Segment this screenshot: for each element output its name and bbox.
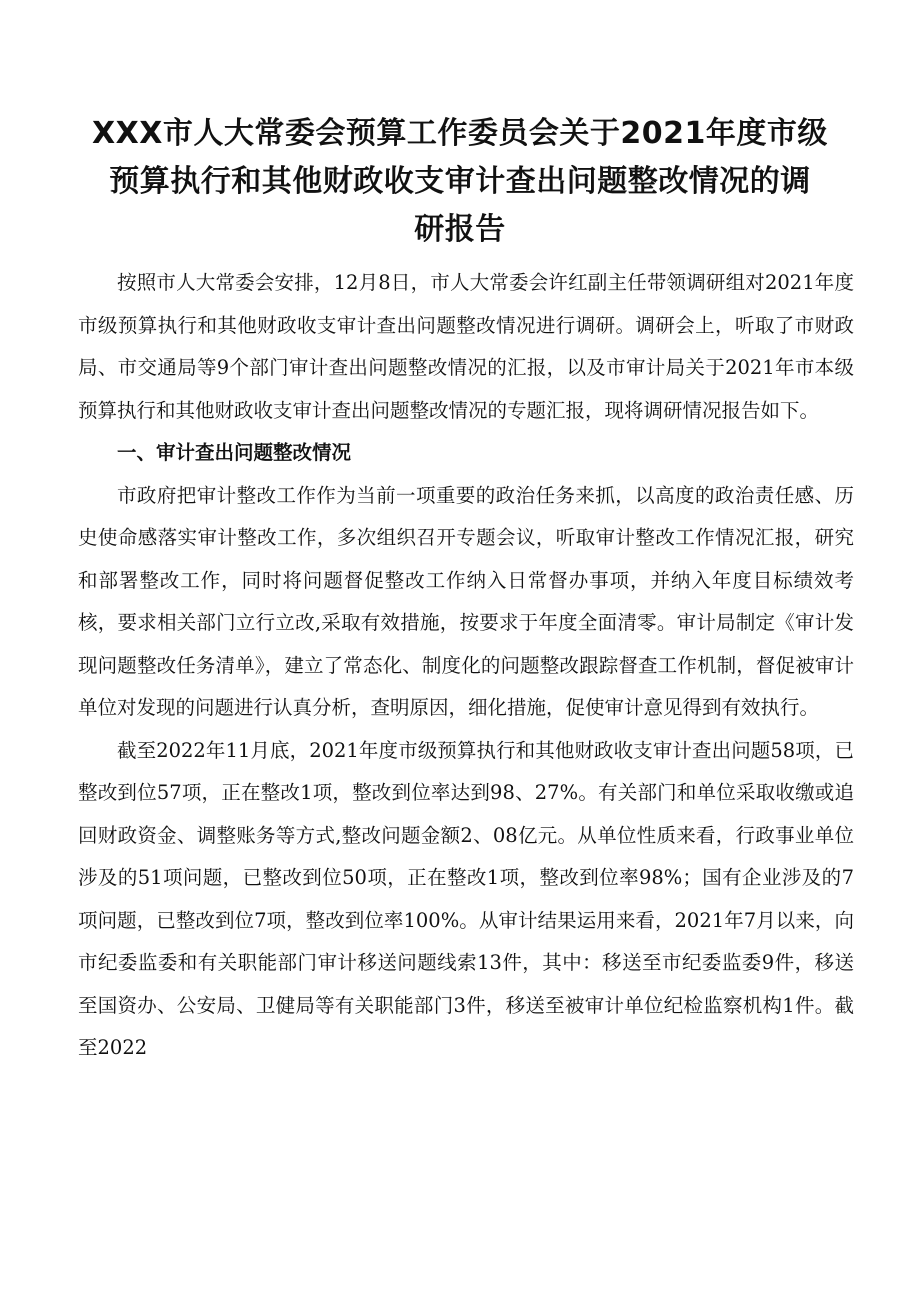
body-paragraph-2: 市政府把审计整改工作作为当前一项重要的政治任务来抓，以高度的政治责任感、历史使命感落实审计整改工作，多次组织召开专题会议，听取审计整改工作情况汇报，研究和部署整改工作，同时将问题督促整改工作纳入日常督办事项，并纳入年度目标绩效考核，要求相关部门立行立改,采取有效措施，按要求于年度全面清零。审计局制定《审计发现问题整改任务清单》，建立了常态化、制度化的问题整改跟踪督查工作机制，督促被审计单位对发现的问题进行认真分析，查明原因，细化措施，促使审计意见得到有效执行。 xyxy=(78,483,854,719)
body-paragraph-3: 截至2022年11月底，2021年度市级预算执行和其他财政收支审计查出问题58项，已整改到位57项，正在整改1项，整改到位率达到98、27%。有关部门和单位采取收缴或追回财政资金、调整账务等方式,整改问题金额2、08亿元。从单位性质来看，行政事业单位涉及的51项问题，已整改到位50项，正在整改1项，整改到位率98%；国有企业涉及的7项问题，已整改到位7项，整改到位率100%。从审计结果运用来看，2021年7月以来，向市纪委监委和有关职能部门审计移送问题线索13件，其中：移送至市纪委监委9件，移送至国资办、公安局、卫健局等有关职能部门3件，移送至被审计单位纪检监察机构1件。截至2022 xyxy=(78,738,854,1059)
title-line-2: 预算执行和其他财政收支审计查出问题整改情况的调 xyxy=(109,164,811,199)
intro-paragraph: 按照市人大常委会安排，12月8日，市人大常委会许红副主任带领调研组对2021年度市级预算执行和其他财政收支审计查出问题整改情况进行调研。调研会上，听取了市财政局、市交通局等9个部门审计查出问题整改情况的汇报，以及市审计局关于2021年市本级预算执行和其他财政收支审计查出问题整改情况的专题汇报，现将调研情况报告如下。 xyxy=(78,271,854,422)
title-line-1: XXX市人大常委会预算工作委员会关于2021年度市级 xyxy=(92,116,828,151)
section-heading: 一、审计查出问题整改情况 xyxy=(117,441,352,464)
document-title xyxy=(90,110,830,254)
document-body xyxy=(78,262,854,1070)
title-line-3: 研报告 xyxy=(414,212,506,247)
